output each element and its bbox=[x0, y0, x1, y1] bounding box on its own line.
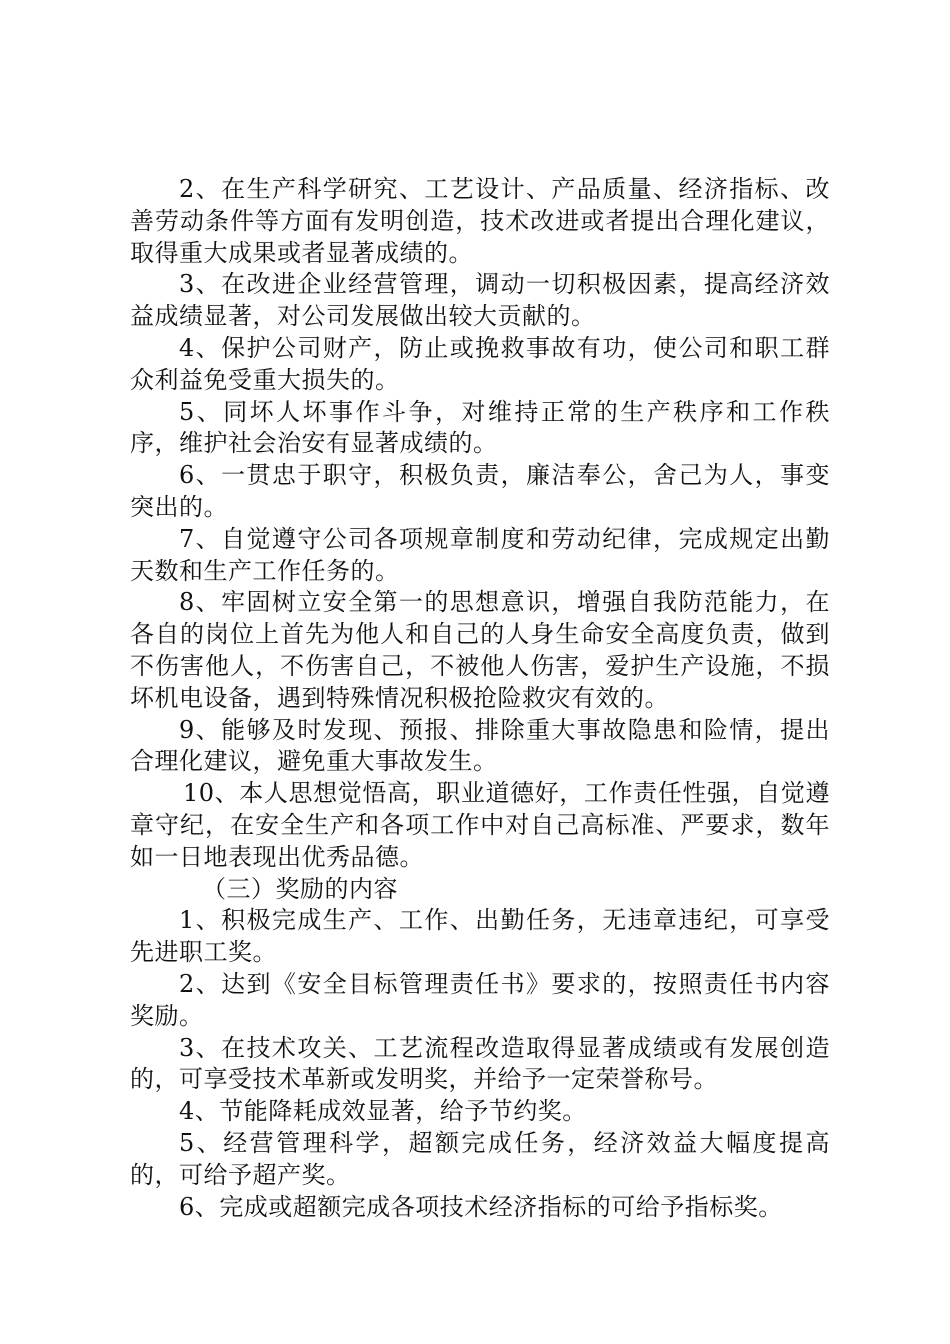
section-heading-reward-content: （三）奖励的内容 bbox=[202, 874, 398, 903]
reward-item-3: 3、在技术攻关、工艺流程改造取得显著成绩或有发展创造的，可享受技术革新或发明奖，并给予一定荣誉称号。 bbox=[130, 1033, 830, 1094]
document-body bbox=[130, 174, 830, 1223]
reward-item-6: 6、完成或超额完成各项技术经济指标的可给予指标奖。 bbox=[179, 1192, 783, 1221]
list-item-8-safety: 8、牢固树立安全第一的思想意识，增强自我防范能力，在各自的岗位上首先为他人和自己的人身生命安全高度负责，做到不伤害他人，不伤害自己，不被他人伤害，爱护生产设施，不损坏机电设备，遇到特殊情况积极抢险救灾有效的。 bbox=[130, 588, 830, 712]
list-item-9-hazard-report: 9、能够及时发现、预报、排除重大事故隐患和险情，提出合理化建议，避免重大事故发生。 bbox=[130, 715, 830, 776]
list-item-2-invention: 2、在生产科学研究、工艺设计、产品质量、经济指标、改善劳动条件等方面有发明创造，技术改进或者提出合理化建议，取得重大成果或者显著成绩的。 bbox=[130, 175, 830, 267]
reward-item-4: 4、节能降耗成效显著，给予节约奖。 bbox=[179, 1097, 587, 1126]
reward-item-5: 5、经营管理科学，超额完成任务，经济效益大幅度提高的，可给予超产奖。 bbox=[130, 1128, 830, 1189]
list-item-10-conduct: 10、本人思想觉悟高，职业道德好，工作责任性强，自觉遵章守纪，在安全生产和各项工作中对自己高标准、严要求，数年如一日地表现出优秀品德。 bbox=[130, 779, 830, 871]
list-item-5-fight-wrongdoing: 5、同坏人坏事作斗争，对维持正常的生产秩序和工作秩序，维护社会治安有显著成绩的。 bbox=[130, 397, 830, 458]
reward-item-1: 1、积极完成生产、工作、出勤任务，无违章违纪，可享受先进职工奖。 bbox=[130, 906, 830, 967]
list-item-7-discipline: 7、自觉遵守公司各项规章制度和劳动纪律，完成规定出勤天数和生产工作任务的。 bbox=[130, 524, 830, 585]
list-item-4-protect-property: 4、保护公司财产，防止或挽救事故有功，使公司和职工群众利益免受重大损失的。 bbox=[130, 333, 830, 394]
list-item-6-dedication: 6、一贯忠于职守，积极负责，廉洁奉公，舍己为人，事变突出的。 bbox=[130, 461, 830, 521]
reward-item-2: 2、达到《安全目标管理责任书》要求的，按照责任书内容奖励。 bbox=[130, 969, 830, 1030]
list-item-3-management: 3、在改进企业经营管理，调动一切积极因素，提高经济效益成绩显著，对公司发展做出较大贡献的。 bbox=[130, 270, 830, 331]
